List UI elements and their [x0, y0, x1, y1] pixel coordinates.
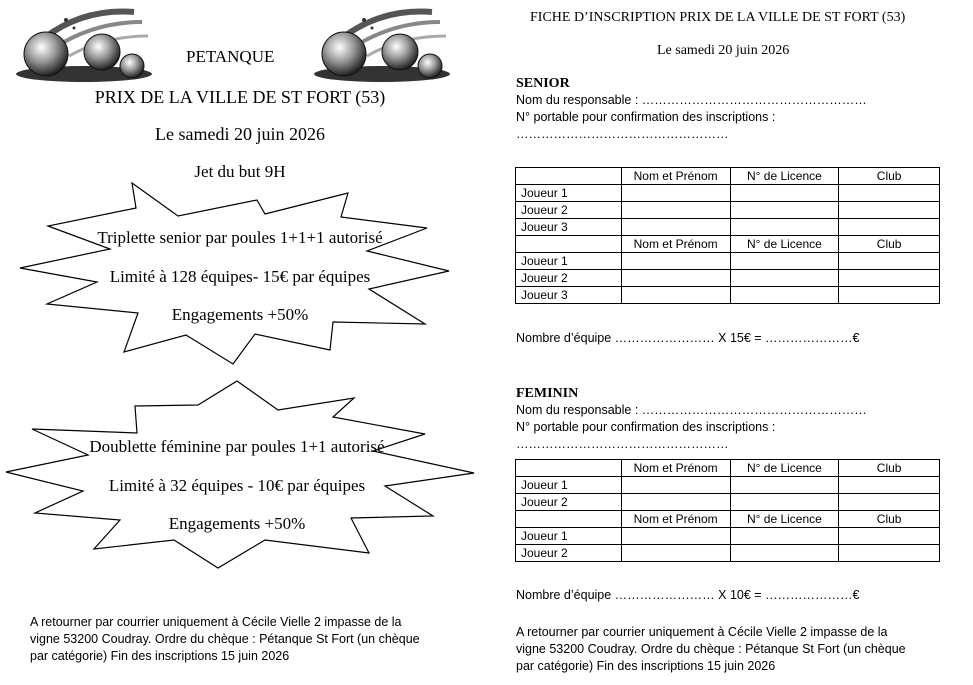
left-footer-line3: par catégorie) Fin des inscriptions 15 juin 2026 — [30, 649, 290, 663]
column-header: N° de Licence — [730, 236, 839, 253]
table-row — [516, 494, 940, 511]
table-cell[interactable] — [839, 287, 940, 304]
petanque-title: PETANQUE — [186, 47, 275, 66]
column-header: Nom et Prénom — [621, 460, 730, 477]
feminin-table — [515, 459, 940, 562]
table-cell[interactable] — [839, 528, 940, 545]
feminin-portable-label: N° portable pour confirmation des inscriptions : — [516, 420, 776, 434]
senior-total: Nombre d’équipe …………………… X 15€ = …………………€ — [516, 331, 860, 345]
table-cell[interactable] — [839, 219, 940, 236]
table-cell[interactable] — [621, 202, 730, 219]
table-row — [516, 528, 940, 545]
table-cell — [516, 511, 622, 528]
senior-contact — [516, 92, 867, 143]
table-cell[interactable] — [839, 270, 940, 287]
table-header-row — [516, 511, 940, 528]
senior-star-line1: Triplette senior par poules 1+1+1 autorisé — [97, 228, 383, 247]
senior-star-line2: Limité à 128 équipes- 15€ par équipes — [109, 267, 371, 286]
feminin-total: Nombre d’équipe …………………… X 10€ = …………………€ — [516, 588, 860, 602]
table-cell[interactable] — [839, 202, 940, 219]
jet-du-but: Jet du but 9H — [194, 162, 286, 181]
player-label: Joueur 2 — [516, 270, 622, 287]
event-date: Le samedi 20 juin 2026 — [155, 124, 325, 144]
column-header: N° de Licence — [730, 460, 839, 477]
feminine-star-line2: Limité à 32 équipes - 10€ par équipes — [108, 476, 366, 495]
table-cell[interactable] — [730, 287, 839, 304]
senior-heading: SENIOR — [516, 76, 570, 91]
feminin-contact — [516, 402, 867, 453]
player-label: Joueur 3 — [516, 219, 622, 236]
player-label: Joueur 2 — [516, 202, 622, 219]
feminin-heading: FEMININ — [516, 386, 579, 401]
table-row — [516, 270, 940, 287]
right-footer-line2: vigne 53200 Coudray. Ordre du chèque : Pétanque St Fort (un chèque — [516, 642, 906, 656]
player-label: Joueur 1 — [516, 528, 622, 545]
table-cell[interactable] — [730, 477, 839, 494]
right-footer — [516, 624, 906, 675]
table-header-row — [516, 168, 940, 185]
column-header: Club — [839, 511, 940, 528]
feminin-responsable-field: Nom du responsable : ……………………………………………… — [516, 403, 867, 417]
table-cell[interactable] — [730, 219, 839, 236]
column-header: Club — [839, 460, 940, 477]
right-footer-line3: par catégorie) Fin des inscriptions 15 juin 2026 — [516, 659, 776, 673]
left-footer-line2: vigne 53200 Coudray. Ordre du chèque : Pétanque St Fort (un chèque — [30, 632, 420, 646]
left-footer — [30, 614, 420, 665]
column-header: N° de Licence — [730, 511, 839, 528]
table-row — [516, 202, 940, 219]
table-cell — [516, 460, 622, 477]
table-cell[interactable] — [730, 494, 839, 511]
table-cell[interactable] — [621, 270, 730, 287]
table-header-row — [516, 236, 940, 253]
player-label: Joueur 3 — [516, 287, 622, 304]
table-cell[interactable] — [730, 185, 839, 202]
form-date: Le samedi 20 juin 2026 — [657, 43, 790, 58]
column-header: Club — [839, 168, 940, 185]
event-title: PRIX DE LA VILLE DE ST FORT (53) — [94, 87, 386, 107]
table-cell[interactable] — [621, 185, 730, 202]
table-cell[interactable] — [621, 477, 730, 494]
table-cell[interactable] — [839, 545, 940, 562]
right-footer-line1: A retourner par courrier uniquement à Cécile Vielle 2 impasse de la — [516, 625, 888, 639]
table-cell[interactable] — [839, 253, 940, 270]
player-label: Joueur 1 — [516, 253, 622, 270]
feminine-star-line1: Doublette féminine par poules 1+1 autorisé — [89, 437, 385, 456]
left-footer-line1: A retourner par courrier uniquement à Cécile Vielle 2 impasse de la — [30, 615, 402, 629]
table-cell[interactable] — [730, 270, 839, 287]
senior-portable-label: N° portable pour confirmation des inscriptions : — [516, 110, 776, 124]
feminin-portable-field: …………………………………………… — [516, 437, 729, 451]
table-header-row — [516, 460, 940, 477]
senior-star-line3: Engagements +50% — [171, 305, 309, 324]
form-title: FICHE D’INSCRIPTION PRIX DE LA VILLE DE ST FORT (53) — [530, 10, 906, 25]
table-cell[interactable] — [621, 528, 730, 545]
feminine-star-line3: Engagements +50% — [168, 514, 306, 533]
player-label: Joueur 2 — [516, 545, 622, 562]
table-cell[interactable] — [621, 253, 730, 270]
column-header: Nom et Prénom — [621, 511, 730, 528]
table-cell — [516, 236, 622, 253]
column-header: N° de Licence — [730, 168, 839, 185]
table-row — [516, 253, 940, 270]
table-cell[interactable] — [730, 253, 839, 270]
table-cell[interactable] — [839, 494, 940, 511]
table-row — [516, 219, 940, 236]
table-cell[interactable] — [839, 477, 940, 494]
table-row — [516, 185, 940, 202]
column-header: Club — [839, 236, 940, 253]
feminine-star-shape — [0, 0, 480, 685]
table-cell[interactable] — [730, 528, 839, 545]
column-header: Nom et Prénom — [621, 236, 730, 253]
table-cell[interactable] — [621, 287, 730, 304]
player-label: Joueur 1 — [516, 185, 622, 202]
player-label: Joueur 1 — [516, 477, 622, 494]
senior-portable-field: …………………………………………… — [516, 127, 729, 141]
table-cell[interactable] — [621, 494, 730, 511]
table-cell[interactable] — [730, 202, 839, 219]
table-row — [516, 545, 940, 562]
table-cell[interactable] — [839, 185, 940, 202]
senior-responsable-field: Nom du responsable : ……………………………………………… — [516, 93, 867, 107]
table-cell — [516, 168, 622, 185]
table-row — [516, 287, 940, 304]
column-header: Nom et Prénom — [621, 168, 730, 185]
table-cell[interactable] — [730, 545, 839, 562]
player-label: Joueur 2 — [516, 494, 622, 511]
table-cell[interactable] — [621, 545, 730, 562]
table-cell[interactable] — [621, 219, 730, 236]
table-row — [516, 477, 940, 494]
senior-table — [515, 167, 940, 304]
